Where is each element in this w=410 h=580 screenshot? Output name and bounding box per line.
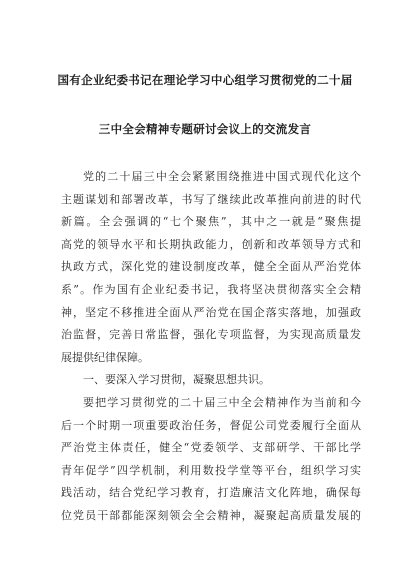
body-line: 践活动，结合党纪学习教育，打造廉洁文化阵地，确保每 [61,486,361,500]
body-line: 展提供纪律保障。 [61,350,149,364]
body-line: 系”。作为国有企业纪委书记，我将坚决贯彻落实全会精 [61,282,361,296]
body-line: 执政方式，深化党的建设制度改革，健全全面从严治党体 [61,260,361,274]
body-line: 高党的领导水平和长期执政能力，创新和改革领导方式和 [61,237,361,251]
body-line: 要把学习贯彻党的二十届三中全会精神作为当前和今 [83,395,361,409]
body-line: 青年促学”四学机制，利用数投学堂等平台，组织学习实 [61,463,361,477]
section-heading: 一、要深入学习贯彻，凝聚思想共识。 [83,373,270,387]
document-title-line-1: 国有企业纪委书记在理论学习中心组学习贯彻党的二十届 [57,73,353,87]
body-line: 党的二十届三中全会紧紧围绕推进中国式现代化这个 [83,170,361,183]
document-title-line-2: 三中全会精神专题研讨会议上的交流发言 [98,122,312,136]
body-line: 位党员干部都能深刻领会全会精神，凝聚起高质量发展的 [61,508,361,522]
body-line: 严治党主体责任，健全“党委领学、支部研学、干部比学 [61,441,361,455]
body-line: 主题谋划和部署改革，书写了继续此改革推向前进的时代 [61,192,361,206]
body-line: 新篇。全会强调的“七个聚焦”，其中之一就是“聚焦提 [61,215,361,229]
body-line: 后一个时期一项重要政治任务，督促公司党委履行全面从 [61,418,361,432]
body-line: 神，坚定不移推进全面从严治党在国企落实落地，加强政 [61,305,361,319]
document-body [61,166,361,528]
body-line: 治监督，完善日常监督，强化专项监督，为实现高质量发 [61,328,361,342]
